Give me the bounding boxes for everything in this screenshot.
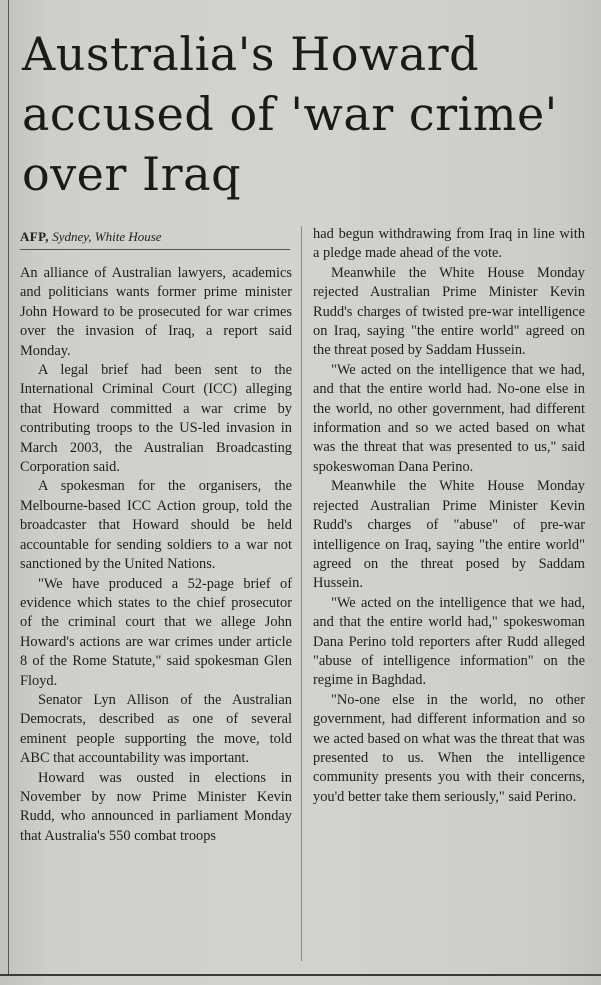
right-column — [313, 225, 585, 807]
column-divider — [301, 226, 302, 961]
paragraph-12: "No-one else in the world, no other government, had different information and so we acted based on what was the threat that was presented to us. When the intelligence community presents you with their concerns, you'd better take them seriously," said Perino. — [313, 691, 585, 805]
article-byline — [20, 229, 292, 245]
paragraph-11: "We acted on the intelligence that we had, and that the entire world had," spokeswoman Dana Perino told reporters after Rudd alleged "abuse of intelligence information" on the regime in Baghdad. — [313, 594, 585, 689]
paragraph-1: An alliance of Australian lawyers, academics and politicians wants former prime minister John Howard to be prosecuted for war crimes over the invasion of Iraq, a report said Monday. — [20, 265, 292, 359]
byline-place: Sydney, White House — [52, 229, 162, 244]
paragraph-2: A legal brief had been sent to the International Criminal Court (ICC) alleging that Howard committed a war crime by contributing troops to the US-led invasion in March 2003, the Australian Broadcasting Corporation said. — [20, 362, 292, 476]
left-column-rule — [8, 0, 9, 975]
article-headline: Australia's Howard accused of 'war crime' over Iraq — [22, 27, 558, 201]
left-column — [20, 264, 292, 846]
paragraph-9: "We acted on the intelligence that we had, and that the entire world had. No-one else in the world, no other government, had different information and so we acted based on what was the threat that was presented to us," said spokeswoman Dana Perino. — [313, 361, 585, 475]
bottom-rule — [0, 974, 601, 976]
byline-divider — [20, 249, 290, 250]
paragraph-7: had begun withdrawing from Iraq in line with a pledge made ahead of the vote. — [313, 226, 585, 262]
byline-agency: AFP, — [20, 229, 49, 244]
paragraph-3: A spokesman for the organisers, the Melbourne-based ICC Action group, told the broadcaster that Howard should be held accountable for sending soldiers to a war not sanctioned by the United Nations. — [20, 478, 292, 573]
paragraph-5: Senator Lyn Allison of the Australian Democrats, described as one of several eminent people supporting the move, told ABC that accountability was important. — [20, 691, 292, 767]
paragraph-4: "We have produced a 52-page brief of evidence which states to the chief prosecutor of the criminal court that we allege John Howard's actions are war crimes under article 8 of the Rome Statute," said spokesman Glen Floyd. — [20, 575, 292, 689]
paragraph-10: Meanwhile the White House Monday rejected Australian Prime Minister Kevin Rudd's charges of "abuse" of pre-war intelligence on Iraq, saying "the entire world" agreed on the threat posed by Saddam Hussein. — [313, 478, 585, 592]
paragraph-8: Meanwhile the White House Monday rejected Australian Prime Minister Kevin Rudd's charges of twisted pre-war intelligence on Iraq, saying "the entire world" agreed on the threat posed by Saddam Hussein. — [313, 264, 585, 359]
paragraph-6: Howard was ousted in elections in November by now Prime Minister Kevin Rudd, who announced in parliament Monday that Australia's 550 combat troops — [20, 769, 292, 844]
